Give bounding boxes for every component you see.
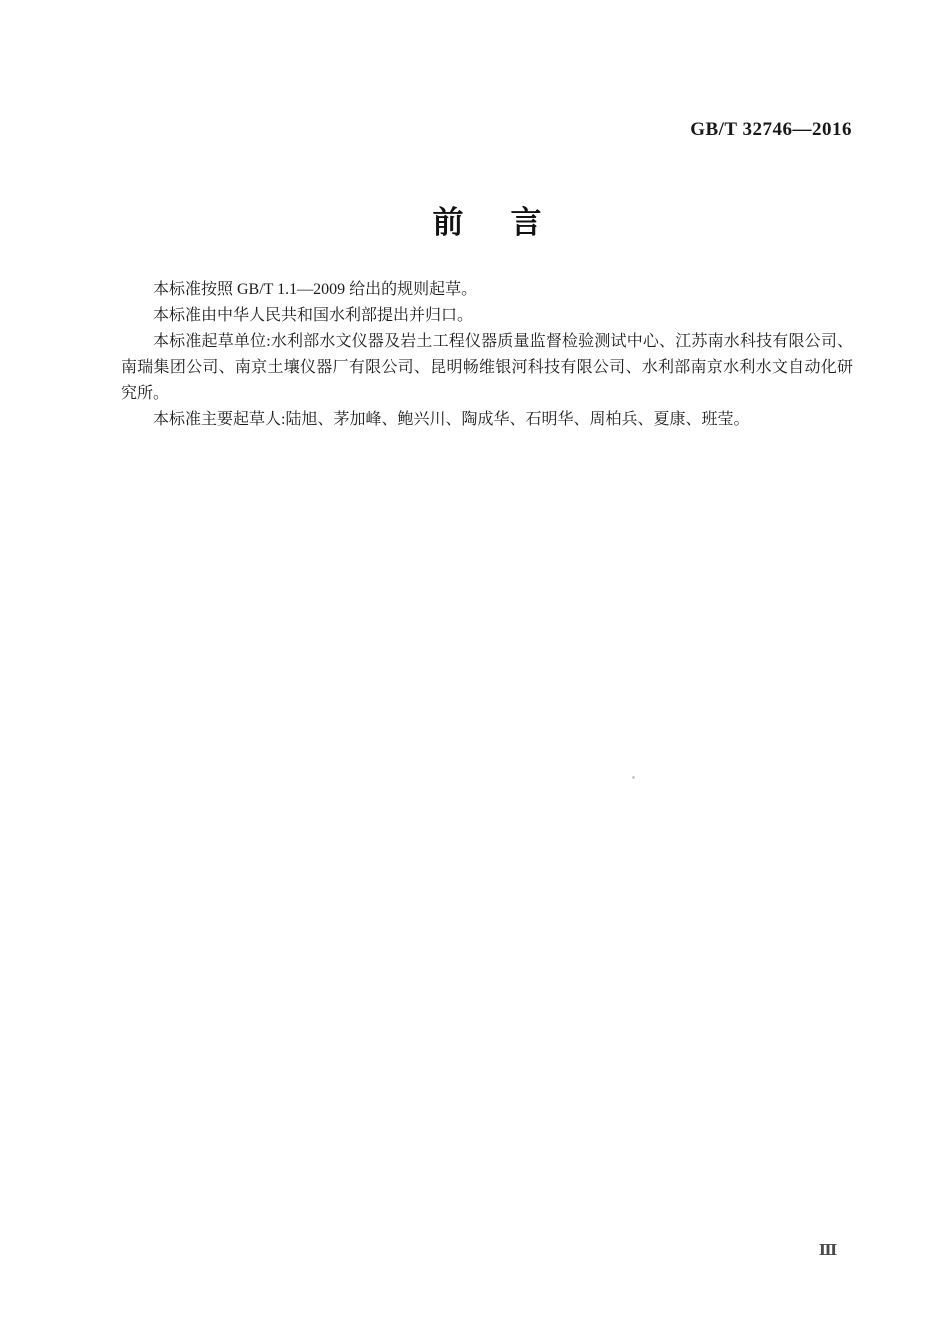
page-number: Ⅲ: [818, 1243, 838, 1259]
scan-artifact-dot: [632, 776, 635, 779]
foreword-body: [121, 277, 853, 433]
foreword-paragraph: 本标准起草单位:水利部水文仪器及岩土工程仪器质量监督检验测试中心、江苏南水科技有限公司、南瑞集团公司、南京土壤仪器厂有限公司、昆明畅维银河科技有限公司、水利部南京水利水文自动化研究所。: [121, 333, 853, 402]
foreword-paragraph: 本标准由中华人民共和国水利部提出并归口。: [153, 307, 474, 324]
foreword-title: 前 言: [432, 205, 550, 240]
foreword-paragraph: 本标准主要起草人:陆旭、茅加峰、鲍兴川、陶成华、石明华、周柏兵、夏康、班莹。: [153, 411, 750, 428]
standard-code: GB/T 32746—2016: [690, 119, 852, 140]
foreword-paragraph: 本标准按照 GB/T 1.1—2009 给出的规则起草。: [153, 281, 478, 298]
